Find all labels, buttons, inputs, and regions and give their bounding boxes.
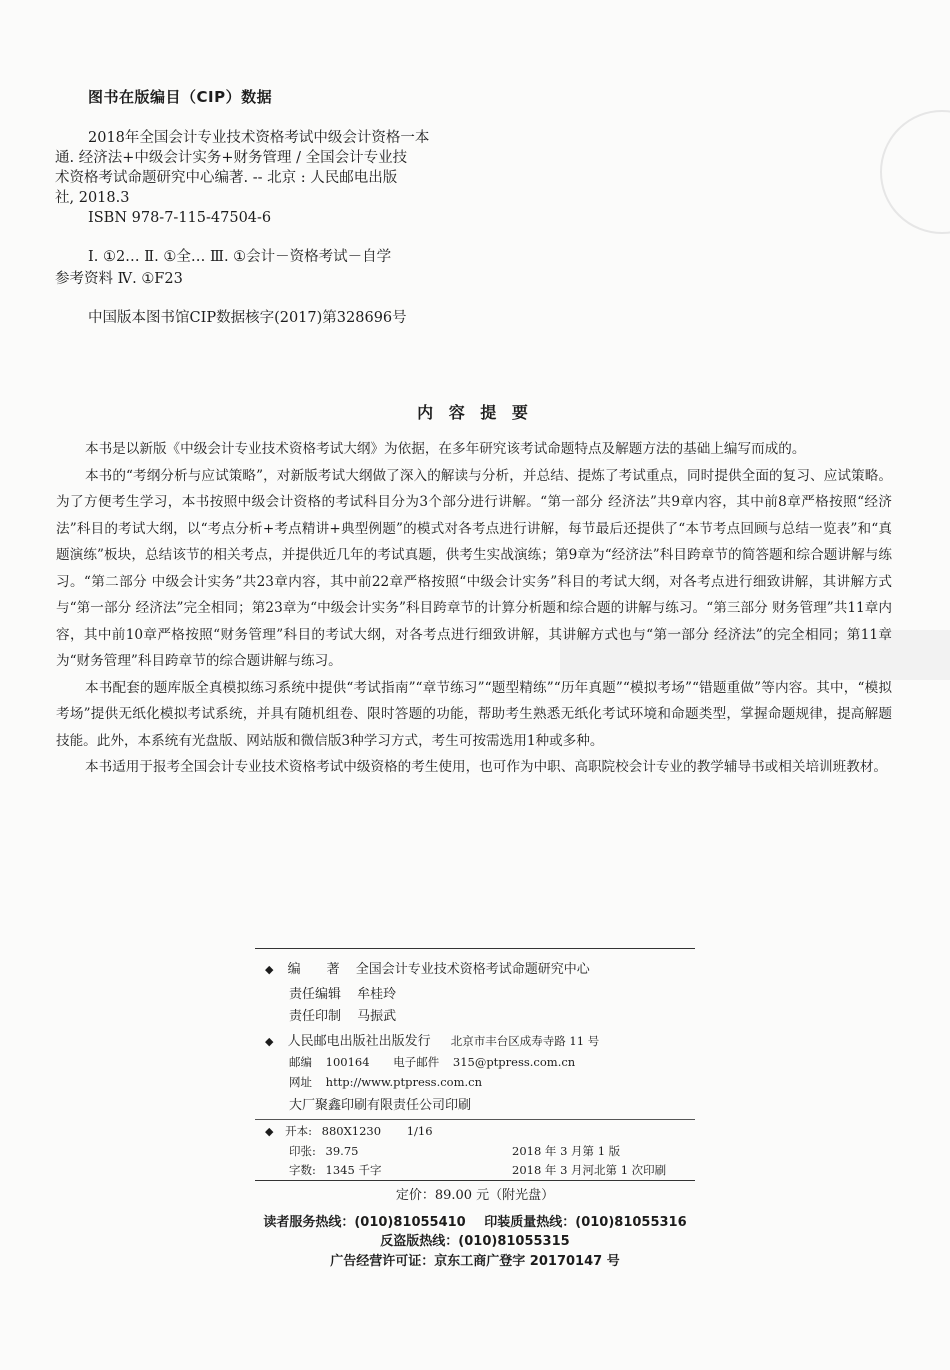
imprint-rule-mid [255,1119,695,1120]
print-manager-row [289,1005,396,1024]
background-stamp [880,110,950,234]
format-row [265,1123,433,1139]
cip-record-line: 社, 2018.3 [55,190,130,206]
printer: 大厂聚鑫印刷有限责任公司印刷 [289,1098,472,1113]
summary-paragraph: 本书的“考纲分析与应试策略”，对新版考试大纲做了深入的解读与分析，并总结、提炼了考试重点，同时提供全面的复习、应试策略。为了方便考生学习，本书按照中级会计资格的考试科目分为3个部分进行讲解。“第一部分 经济法”共9章内容，其中前8章严格按照“经济法”科目的考试大纲，以“考点分析+考点精讲+典型例题”的模式对各考点进行讲解，每节最后还提供了“本节考点回顾与总结一览表”和“真题演练”板块，总结该节的相关考点，并提供近几年的考试真题，供考生实战演练；第9章为“经济法”科目跨章节的简答题和综合题讲解与练习。“第二部分 中级会计实务”共23章内容，其中前22章严格按照“中级会计实务”科目的考试大纲，对各考点进行细致讲解，其讲解方式与“第一部分 经济法”完全相同；第23章为“中级会计实务”科目跨章节的计算分析题和综合题的讲解与练习。“第三部分 财务管理”共11章内容，其中前10章严格按照“财务管理”科目的考试大纲，对各考点进行细致讲解，其讲解方式也与“第一部分 经济法”的完全相同；第11章为“财务管理”科目跨章节的综合题讲解与练习。 [56,467,892,669]
cip-record-line: 通. 经济法+中级会计实务+财务管理 / 全国会计专业技 [55,150,408,166]
web-row [289,1074,482,1090]
reader-service-hotline: 读者服务热线：(010)81055410 [263,1215,466,1230]
cip-record-line: 2018年全国会计专业技术资格考试中级会计资格一本 [88,130,430,146]
editor: 牟桂玲 [357,987,397,1002]
web: http://www.ptpress.com.cn [325,1075,482,1089]
summary-title: 内 容 提 要 [417,403,533,422]
author: 全国会计专业技术资格考试命题研究中心 [355,962,590,977]
sheets: 39.75 [325,1144,359,1158]
printing: 2018 年 3 月河北第 1 次印刷 [512,1163,667,1177]
sheets-row [289,1143,358,1159]
summary-paragraph: 本书是以新版《中级会计专业技术资格考试大纲》为依据，在多年研究该考试命题特点及解题方法的基础上编写而成的。 [85,441,806,457]
author-label: 编 著 [287,962,340,977]
cip-classification [55,246,515,290]
email: 315@ptpress.com.cn [452,1055,576,1069]
print-label: 责任印制 [289,1009,342,1024]
sheets-label: 印张: [289,1144,316,1158]
classification-line: 参考资料 Ⅳ. ①F23 [55,271,183,287]
author-row [265,958,590,977]
isbn: ISBN 978-7-115-47504-6 [88,210,272,226]
imprint-rule-bottom [255,1180,695,1181]
print-manager: 马振武 [357,1009,397,1024]
editor-label: 责任编辑 [289,987,342,1002]
postcode: 100164 [325,1055,370,1069]
anti-piracy-hotline: 反盗版热线：(010)81055315 [380,1234,570,1249]
words-label: 字数: [289,1163,316,1177]
words: 1345 千字 [325,1163,382,1177]
publisher-row [265,1030,599,1049]
edition: 2018 年 3 月第 1 版 [512,1144,621,1158]
cip-record-line: 术资格考试命题研究中心编著. -- 北京 : 人民邮电出版 [55,170,398,186]
ad-license: 广告经营许可证：京东工商广登字 20170147 号 [330,1254,620,1269]
summary-paragraph: 本书适用于报考全国会计专业技术资格考试中级资格的考生使用，也可作为中职、高职院校会计专业的教学辅导书或相关培训班教材。 [85,759,888,775]
format-fraction: 1/16 [406,1124,433,1138]
price: 定价：89.00 元（附光盘） [395,1188,555,1203]
hotline-row-1 [0,1211,950,1230]
web-label: 网址 [289,1075,312,1089]
format: 880X1230 [321,1124,382,1138]
imprint-rule-top [255,948,695,949]
email-label: 电子邮件 [393,1055,440,1069]
diamond-icon: ◆ [265,963,274,976]
cip-title: 图书在版编目（CIP）数据 [88,88,273,106]
address: 北京市丰台区成寿寺路 11 号 [450,1034,600,1048]
summary-body [56,436,892,781]
summary-paragraph: 本书配套的题库版全真模拟练习系统中提供“考试指南”“章节练习”“题型精练”“历年真题”“模拟考场”“错题重做”等内容。其中，“模拟考场”提供无纸化模拟考试系统，并具有随机组卷、限时答题的功能，帮助考生熟悉无纸化考试环境和命题类型，掌握命题规律，提高解题技能。此外，本系统有光盘版、网站版和微信版3种学习方式，考生可按需选用1种或多种。 [56,679,892,749]
cip-record [55,128,495,228]
classification-line: Ⅰ. ①2… Ⅱ. ①全… Ⅲ. ①会计－资格考试－自学 [88,249,392,265]
publisher: 人民邮电出版社出版发行 [287,1034,431,1049]
print-quality-hotline: 印装质量热线：(010)81055316 [484,1215,687,1230]
format-label: 开本: [285,1124,312,1138]
cip-number: 中国版本图书馆CIP数据核字(2017)第328696号 [88,310,407,326]
contact-row [289,1054,575,1070]
words-row [289,1162,381,1178]
editor-row [289,983,396,1002]
diamond-icon: ◆ [265,1125,274,1138]
diamond-icon: ◆ [265,1035,274,1048]
postcode-label: 邮编 [289,1055,312,1069]
